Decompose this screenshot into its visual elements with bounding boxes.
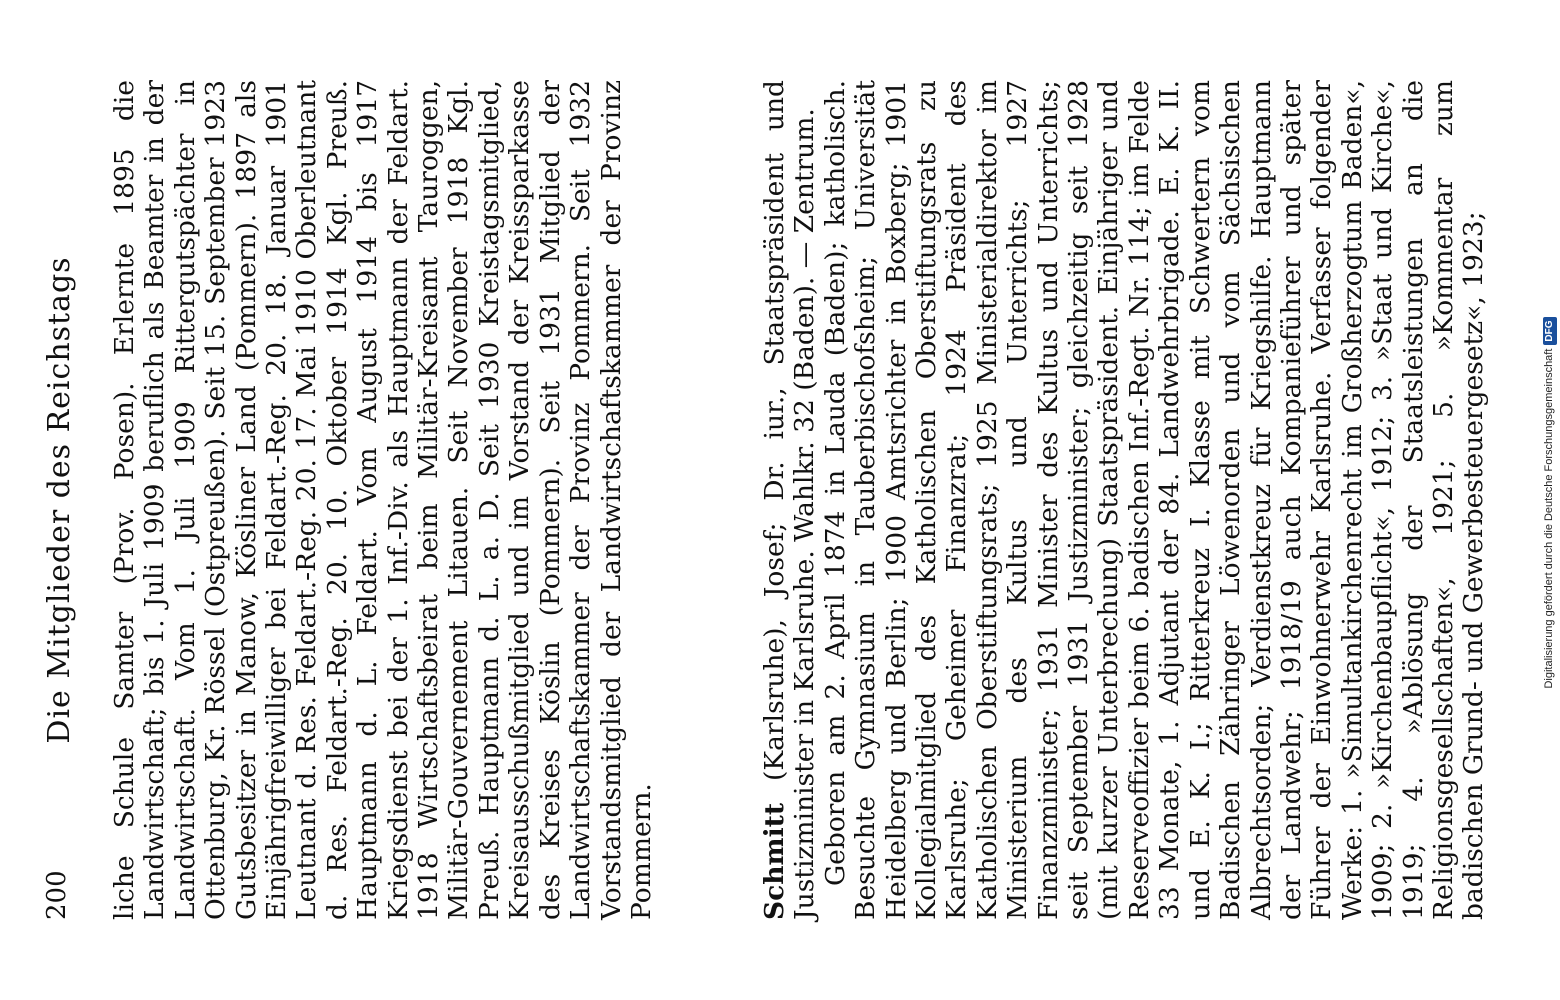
entry-body: Geboren am 2. April 1874 in Lauda (Baden); katholisch. Besuchte Gymnasium in Tauberbischofsheim; Universität Heidelberg und Berlin; 1900 Amtsrichter in Boxberg; 1901 Kollegialmitglied des Katholischen Oberstiftungsrats zu Karlsruhe; Geheimer Finanzrat; 1924 Präsident des Katholischen Oberstiftungsrats; 1925 Ministerialdirektor im Ministerium des Kultus und Unterrichts; 1927 Finanzminister; 1931 Minister des Kultus und Unterrichts; seit September 1931 Justizminister; gleichzeitig seit 1928 (mit kurzer Unterbrechung) Staatspräsident. Einjähriger und Reserveoffizier beim 6. badischen Inf.-Regt. Nr. 114; im Felde 33 Monate, 1. Adjutant der 84. Landwehrbrigade. E. K. II. und E. K. I.; Ritterkreuz I. Klasse mit Schwertern vom Badischen Zähringer Löwenorden und vom Sächsischen Albrechtsorden; Verdienstkreuz für Kriegshilfe. Hauptmann der Landwehr; 1918/19 auch Kompanieführer und später Führer der Einwohnerwehr Karlsruhe. Verfasser folgender Werke: 1. »Simultankirchenrecht im Großherzogtum Baden«, 1909; 2. »Kirchenbaupflicht«, 1912; 3. »Staat und Kirche«, 1919; 4. »Ablösung der Staatsleistungen an die Religionsgesellschaften«, 1921; 5. »Kommentar zum badischen Grund- und Gewerbesteuergesetz«, 1923;	[819, 80, 1490, 920]
biography-continuation	[110, 80, 657, 920]
rotated-page	[20, 20, 1490, 980]
digitization-note	[1540, 8, 1560, 998]
entry-heading-rest: (Karlsruhe), Josef; Dr. iur., Staatspräsident und Justizminister in Karlsruhe. Wahlkr. 32 (Baden). — Zentrum.	[759, 80, 821, 920]
page-header	[42, 80, 82, 920]
entry-name: Schmitt	[759, 802, 790, 920]
running-head: Die Mitglieder des Reichstags	[42, 256, 77, 744]
page-number: 200	[42, 870, 72, 920]
digitization-note-text: Digitalisierung gefördert durch die Deutsche Forschungsgemeinschaft	[1543, 348, 1555, 689]
entry-heading	[760, 80, 821, 920]
continuation-paragraph: liche Schule Samter (Prov. Posen). Erlernte 1895 die Landwirtschaft; bis 1. Juli 1909 beruflich als Beamter in der Landwirtschaft. Vom 1. Juli 1909 Rittergutspächter in Ottenburg, Kr. Rössel (Ostpreußen). Seit 15. September 1923 Gutsbesitzer in Manow, Kösliner Land (Pommern). 1897 als Einjährigfreiwilliger bei Feldart.-Reg. 20. 18. Januar 1901 Leutnant d. Res. Feldart.-Reg. 20. 17. Mai 1910 Oberleutnant d. Res. Feldart.-Reg. 20. 10. Oktober 1914 Kgl. Preuß. Hauptmann d. L. Feldart. Vom August 1914 bis 1917 Kriegsdienst bei der 1. Inf.-Div. als Hauptmann der Feldart. 1918 Wirtschaftsbeirat beim Militär-Kreisamt Tauroggen, Militär-Gouvernement Litauen. Seit November 1918 Kgl. Preuß. Hauptmann d. L. a. D. Seit 1930 Kreistagsmitglied, Kreisausschußmitglied und im Vorstand der Kreissparkasse des Kreises Köslin (Pommern). Seit 1931 Mitglied der Landwirtschaftskammer der Provinz Pommern. Seit 1932 Vorstandsmitglied der Landwirtschaftskammer der Provinz Pommern.	[109, 80, 657, 920]
biography-entry-schmitt	[760, 80, 1490, 920]
dfg-logo: DFG	[1543, 317, 1557, 344]
